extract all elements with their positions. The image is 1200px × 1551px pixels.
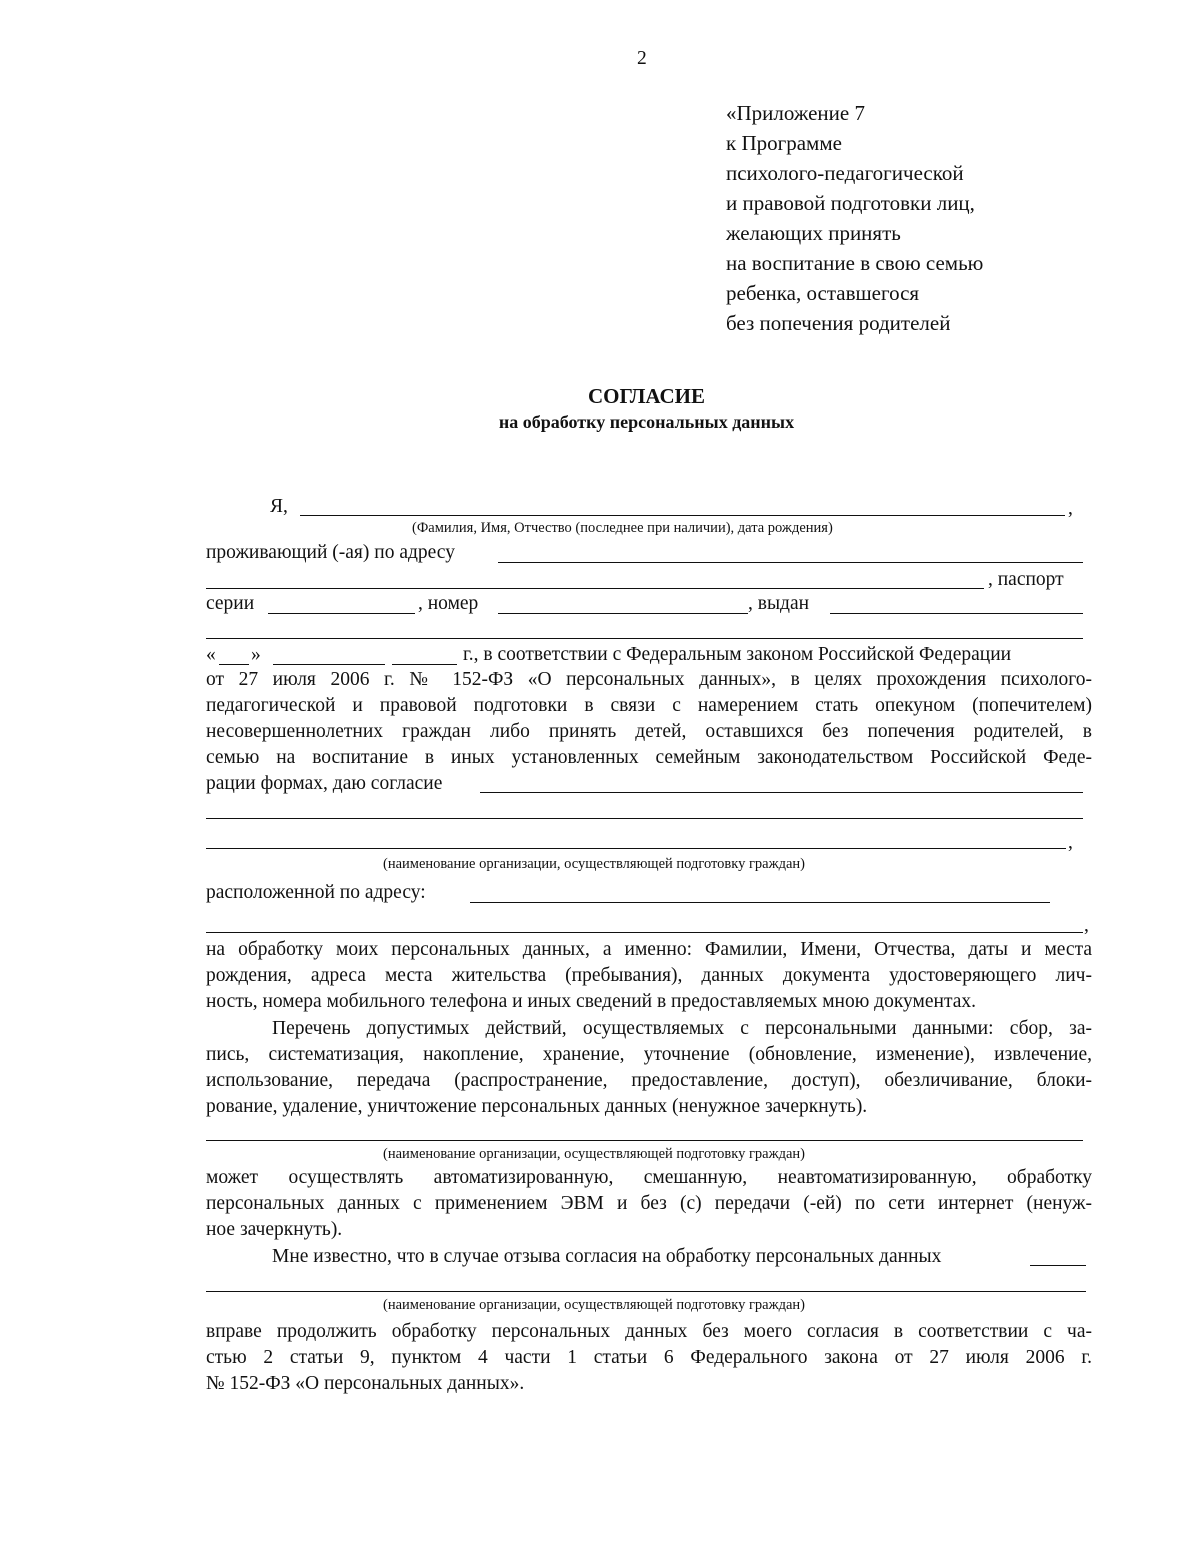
withdrawal-org-field[interactable]: [1030, 1265, 1086, 1266]
comma: ,: [1068, 498, 1073, 519]
appendix-line: «Приложение 7: [726, 101, 865, 125]
date-day-field[interactable]: [219, 664, 249, 665]
final-line: стью 2 статьи 9, пунктом 4 части 1 статьи 6 Федерального закона от 27 июля 2006 г.: [206, 1347, 1092, 1368]
located-address-field[interactable]: [470, 902, 1050, 903]
organization-caption: (наименование организации, осуществляющей подготовку граждан): [383, 1146, 806, 1162]
data-line: рождения, адреса места жительства (пребывания), данных документа удостоверяющего лич-: [206, 965, 1092, 986]
processing-line: персональных данных с применением ЭВМ и без (с) передачи (-ей) по сети интернет (ненуж-: [206, 1193, 1092, 1214]
processing-last-line: ное зачеркнуть).: [206, 1219, 343, 1240]
appendix-block: [726, 98, 983, 338]
comma: ,: [1068, 832, 1073, 853]
address-field[interactable]: [498, 562, 1083, 563]
i-label: Я,: [270, 496, 288, 517]
appendix-line: к Программе: [726, 131, 842, 155]
number-label: , номер: [418, 593, 479, 614]
final-last-line: № 152-ФЗ «О персональных данных».: [206, 1373, 525, 1394]
date-law-text: г., в соответствии с Федеральным законом Российской Федерации: [463, 644, 1012, 665]
located-address-field-2[interactable]: [206, 932, 1083, 933]
withdrawal-text: Мне известно, что в случае отзыва согласия на обработку персональных данных: [272, 1246, 942, 1267]
final-line: вправе продолжить обработку персональных данных без моего согласия в соответствии с ча-: [206, 1321, 1092, 1342]
appendix-line: желающих принять: [726, 221, 901, 245]
consent-line: несовершеннолетних граждан либо принять детей, оставшихся без попечения родителей, в: [206, 721, 1092, 742]
located-label: расположенной по адресу:: [206, 882, 426, 903]
document-title: СОГЛАСИЕ: [588, 384, 705, 408]
organization-field-4[interactable]: [206, 1140, 1083, 1141]
appendix-line: психолого-педагогической: [726, 161, 964, 185]
organization-caption: (наименование организации, осуществляющей подготовку граждан): [383, 856, 806, 872]
document-subtitle: на обработку персональных данных: [498, 412, 795, 432]
appendix-line: без попечения родителей: [726, 311, 951, 335]
actions-line: пись, систематизация, накопление, хранение, уточнение (обновление, изменение), извлечение,: [206, 1044, 1092, 1065]
date-open-quote: «: [206, 644, 216, 665]
data-line: на обработку моих персональных данных, а именно: Фамилии, Имени, Отчества, даты и места: [206, 939, 1092, 960]
actions-last-line: рование, удаление, уничтожение персональных данных (ненужное зачеркнуть).: [206, 1096, 868, 1117]
organization-field-2[interactable]: [206, 818, 1083, 819]
consent-line: педагогической и правовой подготовки в связи с намерением стать опекуном (попечителем): [206, 695, 1092, 716]
address-label: проживающий (-ая) по адресу: [206, 542, 455, 563]
actions-line: Перечень допустимых действий, осуществляемых с персональными данными: сбор, за-: [272, 1018, 1092, 1039]
number-field[interactable]: [498, 613, 748, 614]
passport-label: , паспорт: [988, 569, 1064, 590]
comma: ,: [1084, 915, 1089, 936]
organization-field[interactable]: [480, 792, 1083, 793]
actions-line: использование, передача (распространение, предоставление, доступ), обезличивание, блоки-: [206, 1070, 1092, 1091]
issued-field-2[interactable]: [206, 638, 1083, 639]
data-last-line: ность, номера мобильного телефона и иных сведений в предоставляемых мною документах.: [206, 991, 977, 1012]
fio-caption: (Фамилия, Имя, Отчество (последнее при наличии), дата рождения): [412, 520, 833, 536]
date-close-quote: »: [251, 644, 261, 665]
date-year-field[interactable]: [392, 664, 457, 665]
series-label: серии: [206, 593, 255, 614]
organization-caption: (наименование организации, осуществляющей подготовку граждан): [383, 1297, 806, 1313]
page-number: 2: [637, 48, 647, 69]
address-field-2[interactable]: [206, 588, 984, 589]
issued-field[interactable]: [830, 613, 1083, 614]
fio-field[interactable]: [300, 515, 1065, 516]
withdrawal-org-field-2[interactable]: [206, 1291, 1086, 1292]
appendix-line: и правовой подготовки лиц,: [726, 191, 975, 215]
organization-field-3[interactable]: [206, 848, 1066, 849]
processing-line: может осуществлять автоматизированную, смешанную, неавтоматизированную, обработку: [206, 1167, 1092, 1188]
consent-last-line: рации формах, даю согласие: [206, 773, 443, 794]
consent-line: семью на воспитание в иных установленных семейным законодательством Российской Феде-: [206, 747, 1092, 768]
date-month-field[interactable]: [273, 664, 385, 665]
consent-line: от 27 июля 2006 г. № 152-ФЗ «О персональных данных», в целях прохождения психолого-: [206, 669, 1092, 690]
appendix-line: ребенка, оставшегося: [726, 281, 920, 305]
appendix-line: на воспитание в свою семью: [726, 251, 984, 275]
issued-label: , выдан: [748, 593, 810, 614]
series-field[interactable]: [268, 613, 415, 614]
